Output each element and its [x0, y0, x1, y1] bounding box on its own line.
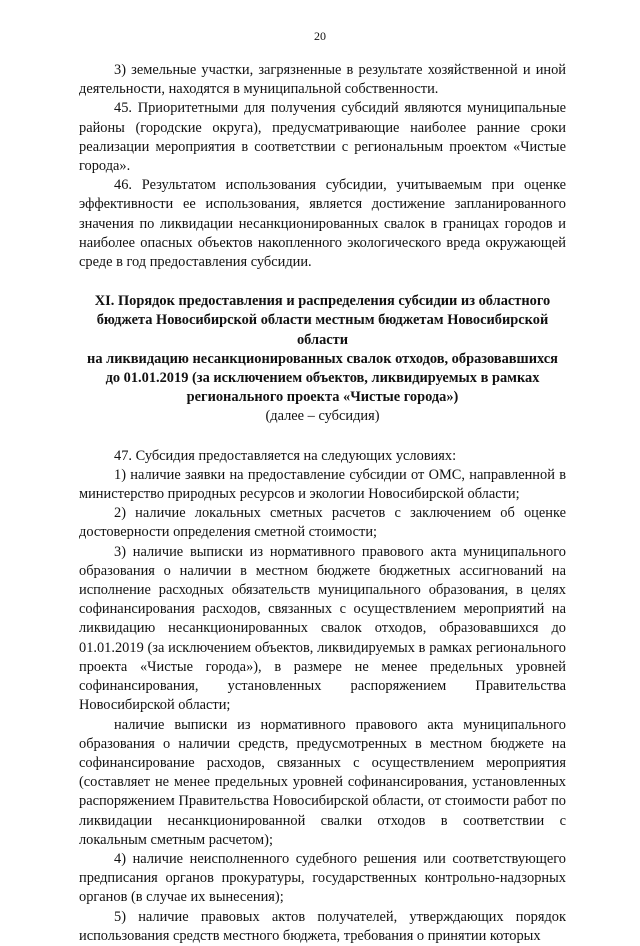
section-heading-line: на ликвидацию несанкционированных свалок отходов, образовавшихся: [87, 350, 558, 367]
section-heading-line: бюджета Новосибирской области местным бюджетам Новосибирской области: [96, 312, 549, 348]
section-heading-line: до 01.01.2019 (за исключением объектов, ликвидируемых в рамках: [105, 370, 540, 387]
document-body: [79, 61, 566, 946]
condition-4: 4) наличие неисполненного судебного решения или соответствующего предписания органов прокуратуры, государственных контрольно-надзорных органов (в случае их вынесения);: [79, 850, 566, 906]
condition-3-continued: наличие выписки из нормативного правового акта муниципального образования о наличии средств, предусмотренных в местном бюджете на софинансирование расходов, связанных с осуществлением мероприятия (составляет не менее предельных уровней софинансирования, установленных распоряжением Правительства Новосибирской области, от стоимости работ по ликвидации несанкционированной свалки отходов в соответствии с локальным сметным расчетом);: [79, 716, 566, 848]
condition-5: 5) наличие правовых актов получателей, утверждающих порядок использования средств местного бюджета, требования о принятии которых: [79, 908, 566, 944]
condition-2: 2) наличие локальных сметных расчетов с заключением об оценке достоверности определения сметной стоимости;: [79, 505, 566, 541]
section-heading-line: XI. Порядок предоставления и распределения субсидии из областного: [94, 293, 551, 310]
condition-3: 3) наличие выписки из нормативного правового акта муниципального образования о наличии в местном бюджете бюджетных ассигнований на исполнение расходных обязательств муниципального образования, в целях софинансирования расходов, связанных с осуществлением мероприятий на ликвидацию несанкционированных свалок отходов, образовавшихся до 01.01.2019 (за исключением объектов, ликвидируемых в рамках регионального проекта «Чистые города»), в размере не менее предельных уровней софинансирования, установленных распоряжением Правительства Новосибирской области;: [79, 543, 566, 714]
paragraph-47: 47. Субсидия предоставляется на следующих условиях:: [114, 447, 457, 464]
page-number: 20: [314, 29, 326, 43]
paragraph-45: 45. Приоритетными для получения субсидий являются муниципальные районы (городские округа), предусматривающие наиболее ранние сроки реализации мероприятия в соответствии с региональным проектом «Чистые города».: [79, 100, 566, 175]
paragraph-item-3: 3) земельные участки, загрязненные в результате хозяйственной и иной деятельности, находятся в муниципальной собственности.: [79, 62, 566, 98]
condition-1: 1) наличие заявки на предоставление субсидии от ОМС, направленной в министерство природных ресурсов и экологии Новосибирской области;: [79, 466, 566, 503]
section-subtitle: (далее – субсидия): [265, 408, 380, 425]
section-heading: [79, 292, 566, 407]
section-heading-line: регионального проекта «Чистые города»): [186, 389, 459, 406]
paragraph-46: 46. Результатом использования субсидии, учитываемым при оценке эффективности ее использования, является достижение запланированного значения по ликвидации несанкционированных свалок в границах городов и наиболее опасных объектов накопленного экологического вреда окружающей среде в год предоставления субсидии.: [79, 177, 566, 271]
